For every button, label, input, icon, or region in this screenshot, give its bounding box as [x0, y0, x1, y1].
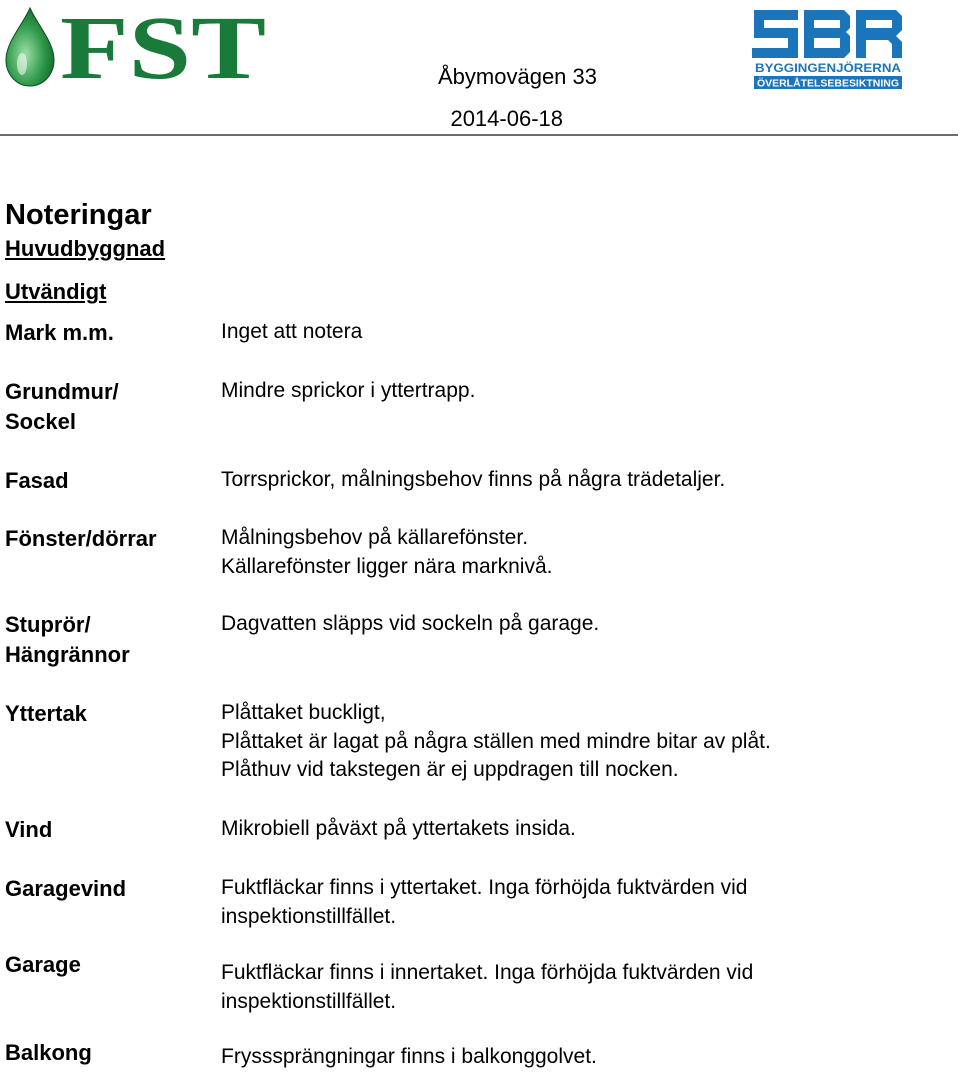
subsection-heading: Utvändigt	[5, 279, 107, 304]
note-line: Plåttaket är lagat på några ställen med mindre bitar av plåt.	[221, 729, 771, 753]
row-note-balkong	[221, 1043, 956, 1072]
row-label-grundmur: Grundmur/ Sockel	[5, 379, 119, 434]
note-line: Källarefönster ligger nära marknivå.	[221, 554, 553, 578]
row-label-stupror: Stuprör/ Hängrännor	[5, 612, 130, 667]
note-line: Mikrobiell påväxt på yttertakets insida.	[221, 817, 576, 840]
note-line: Plåttaket buckligt,	[221, 701, 386, 724]
sbr-logo-line2: ÖVERLÅTELSEBESIKTNING	[757, 77, 900, 90]
header-divider	[0, 134, 958, 136]
row-label-garage: Garage	[5, 952, 81, 977]
row-note-stupror	[221, 610, 956, 639]
note-line: Dagvatten släpps vid sockeln på garage.	[221, 612, 600, 635]
row-label-vind: Vind	[5, 817, 53, 842]
note-line: Mindre sprickor i yttertrapp.	[221, 379, 476, 402]
row-note-grundmur	[221, 377, 956, 406]
row-label-fonster: Fönster/dörrar	[5, 526, 157, 551]
row-note-yttertak	[221, 699, 956, 785]
row-note-garage	[221, 959, 956, 1016]
row-label-mark: Mark m.m.	[5, 320, 114, 345]
property-address: Åbymovägen 33	[438, 64, 597, 89]
row-label-yttertak: Yttertak	[5, 701, 87, 726]
row-label-fasad: Fasad	[5, 468, 69, 493]
note-line: inspektionstillfället.	[221, 989, 397, 1013]
note-line: Frysssprängningar finns i balkonggolvet.	[221, 1045, 597, 1068]
row-note-fonster	[221, 524, 956, 581]
inspection-date: 2014-06-18	[450, 106, 563, 131]
note-line: Torrsprickor, målningsbehov finns på några trädetaljer.	[221, 468, 726, 491]
row-label-garagevind: Garagevind	[5, 876, 127, 901]
fst-logo	[2, 4, 270, 88]
row-note-garagevind	[221, 874, 956, 931]
note-line: Plåthuv vid takstegen är ej uppdragen till nocken.	[221, 758, 679, 781]
row-note-vind	[221, 815, 956, 844]
sbr-logo-line1: BYGGINGENJÖRERNA	[755, 63, 882, 75]
note-line: Målningsbehov på källarefönster.	[221, 526, 529, 549]
row-note-fasad	[221, 466, 956, 495]
fst-logo-text: FST	[60, 4, 266, 88]
note-line: Inget att notera	[221, 320, 363, 343]
section-heading: Huvudbyggnad	[5, 236, 166, 261]
note-line: Fuktfläckar finns i yttertaket. Inga förhöjda fuktvärden vid	[221, 876, 748, 899]
page-title: Noteringar	[5, 199, 152, 231]
row-note-mark	[221, 318, 956, 347]
sbr-logo	[752, 6, 904, 90]
droplet-icon	[6, 8, 54, 86]
note-line: inspektionstillfället.	[221, 904, 397, 928]
row-label-balkong: Balkong	[5, 1040, 92, 1065]
note-line: Fuktfläckar finns i innertaket. Inga förhöjda fuktvärden vid	[221, 961, 754, 984]
